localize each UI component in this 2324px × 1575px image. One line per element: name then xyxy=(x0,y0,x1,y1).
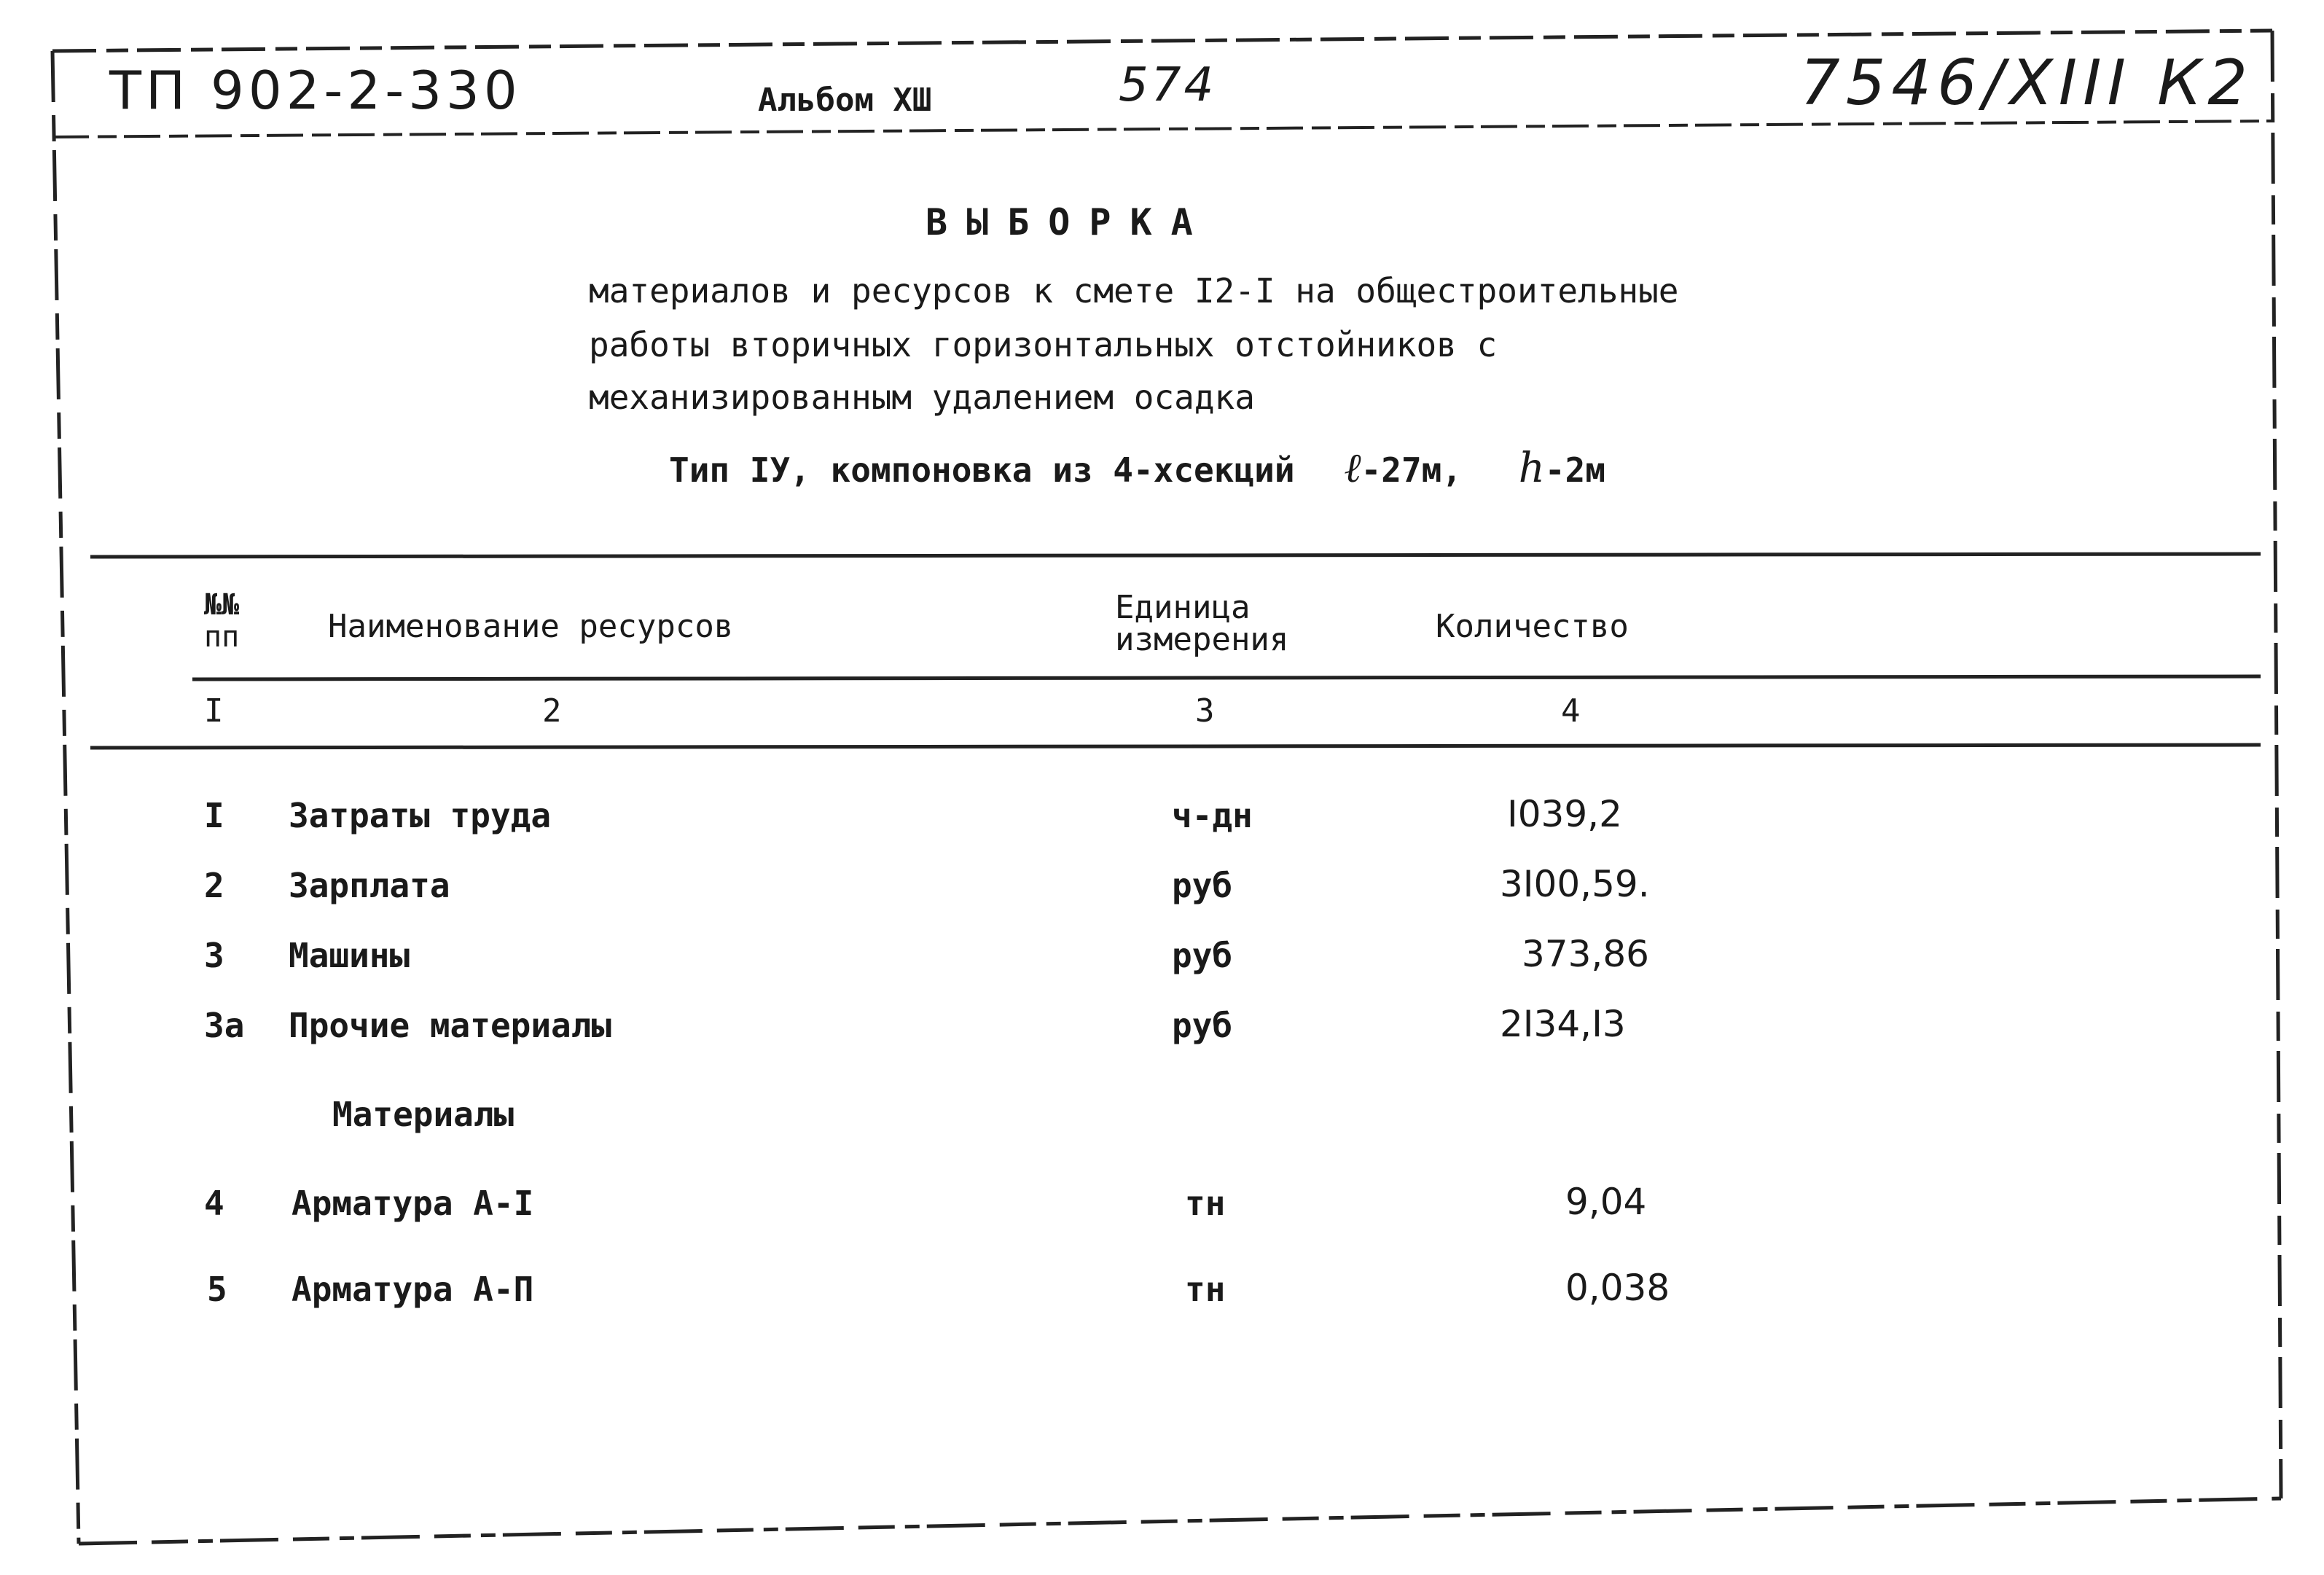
type-prefix: Тип IУ, компоновка из 4-хсекций xyxy=(669,450,1295,490)
length-value: -27м, xyxy=(1361,450,1463,490)
table-row xyxy=(204,936,224,975)
row-quantity: 0,038 xyxy=(1565,1267,1670,1309)
header-unit-line1: Единица xyxy=(1115,589,1251,626)
inventory-number: 7546/XIII К2 xyxy=(1800,47,2253,120)
table-row xyxy=(204,866,224,905)
row-quantity: 9,04 xyxy=(1565,1181,1647,1223)
header-number-line1: №№ xyxy=(204,588,240,622)
type-line xyxy=(669,445,1605,492)
table-row xyxy=(207,1270,227,1309)
row-number: 3 xyxy=(204,936,224,975)
row-unit: ч-дн xyxy=(1172,796,1253,835)
row-number: 3а xyxy=(204,1006,245,1045)
row-number: 2 xyxy=(204,866,224,905)
subtitle-line-1: материалов и ресурсов к смете I2-I на общестроительные xyxy=(589,271,1679,310)
column-number-1: I xyxy=(204,692,224,730)
row-quantity: I039,2 xyxy=(1507,793,1622,835)
row-number: 4 xyxy=(204,1184,224,1223)
column-number-2: 2 xyxy=(542,692,562,730)
row-name: Арматура А-I xyxy=(292,1184,534,1223)
row-unit: тн xyxy=(1185,1270,1226,1309)
row-name: Арматура А-П xyxy=(292,1270,534,1309)
row-quantity: 2I34,I3 xyxy=(1500,1003,1626,1045)
document-title: ВЫБОРКА xyxy=(926,201,1212,243)
project-code: ТП 902-2-330 xyxy=(109,60,522,121)
row-name: Зарплата xyxy=(289,866,450,905)
row-quantity: 3I00,59. xyxy=(1500,863,1650,905)
subtitle-line-3: механизированным удалением осадка xyxy=(589,378,1255,417)
table-row xyxy=(204,1184,224,1223)
table-row xyxy=(204,1006,244,1045)
row-name: Прочие материалы xyxy=(289,1006,612,1045)
row-number: I xyxy=(204,796,224,835)
sheet-number: 574 xyxy=(1119,58,1217,112)
row-quantity: 373,86 xyxy=(1522,933,1649,975)
height-value: -2м xyxy=(1544,450,1605,490)
table-row xyxy=(204,796,224,835)
column-number-3: 3 xyxy=(1195,692,1215,730)
row-number: 5 xyxy=(207,1270,227,1309)
row-name: Затраты труда xyxy=(289,796,552,835)
header-name: Наименование ресурсов xyxy=(328,608,734,645)
section-label: Материалы xyxy=(332,1095,515,1134)
header-unit-line2: измерения xyxy=(1115,621,1289,658)
header-unit xyxy=(1115,589,1289,658)
row-unit: тн xyxy=(1185,1184,1226,1223)
album-label: Альбом XШ xyxy=(758,82,932,119)
length-symbol: ℓ xyxy=(1344,445,1361,492)
header-number-line2: пп xyxy=(204,620,240,654)
row-name: Машины xyxy=(289,936,410,975)
row-unit: руб xyxy=(1172,1006,1233,1045)
row-unit: руб xyxy=(1172,936,1233,975)
row-unit: руб xyxy=(1172,866,1233,905)
column-number-4: 4 xyxy=(1561,692,1581,730)
subtitle-line-2: работы вторичных горизонтальных отстойников с xyxy=(589,325,1498,364)
header-number xyxy=(204,589,239,653)
height-symbol: h xyxy=(1518,445,1545,492)
header-quantity: Количество xyxy=(1436,608,1629,645)
